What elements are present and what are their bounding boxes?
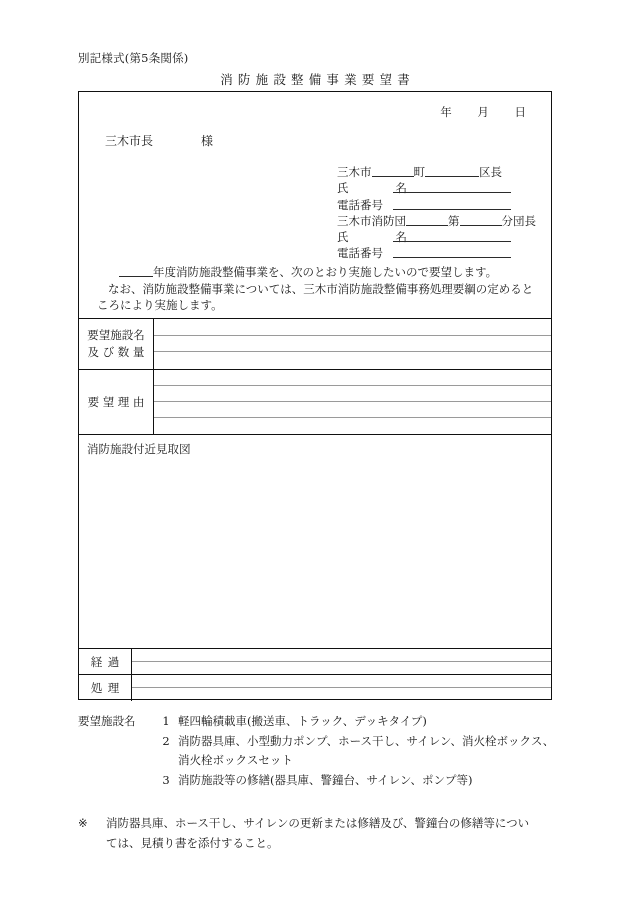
table-row-reason [79,370,551,435]
fiscal-year-input[interactable] [119,276,153,277]
table-row-disposition [79,675,551,701]
note-number: 2 [162,733,170,748]
write-line[interactable] [154,402,551,418]
list-item [78,771,558,791]
note-text: 消防器具庫、小型動力ポンプ、ホース干し、サイレン、消火栓ボックス、 [178,733,555,748]
brigade-tel-input[interactable] [393,257,511,258]
applicant-town-input[interactable] [372,176,414,177]
brigade-name-row [337,229,536,245]
write-line[interactable] [132,688,551,701]
write-line[interactable] [154,418,551,434]
brigade-name-input[interactable] [393,241,511,242]
write-line[interactable] [154,336,551,353]
list-item [78,732,558,752]
facility-label-line1: 要望施設名 [87,328,145,342]
form-code-label: 別記様式(第5条関係) [78,51,189,65]
footnote-line-1 [78,814,560,834]
brigade-tel-label: 電話番号 [337,246,383,261]
applicant-town-label: 町 [413,165,425,179]
date-day-label: 日 [514,105,526,119]
applicant-tel-label: 電話番号 [337,197,383,212]
footnote-text-2: ては、見積り書を添付すること。 [106,835,279,850]
date-month-label: 月 [477,105,489,119]
addressee-name: 三木市長 [105,134,154,148]
footnote-block [78,814,560,853]
applicant-tel-row [337,197,536,213]
notes-heading: 要望施設名 [78,714,136,728]
write-line[interactable] [154,370,551,386]
write-line[interactable] [132,675,551,688]
table-row-progress [79,649,551,675]
list-item [78,712,558,732]
reason-row-label [79,370,154,434]
statement-line-1 [97,264,539,281]
brigade-row [337,213,536,229]
applicant-district-label: 区長 [479,165,502,179]
note-number: 1 [162,714,170,728]
facility-row-label [79,319,154,369]
write-line[interactable] [154,386,551,402]
date-line [429,104,537,120]
write-line[interactable] [132,649,551,662]
addressee-line [105,132,213,149]
form-frame [78,91,552,700]
progress-input-area[interactable] [132,649,551,674]
applicant-name-label: 氏 名 [337,181,415,196]
write-line[interactable] [154,352,551,369]
notes-block [78,712,558,790]
statement-line-1-text: 年度消防施設整備事業を、次のとおり実施したいので要望します。 [153,265,498,279]
sketch-map-label: 消防施設付近見取図 [87,442,191,456]
reason-label: 要望理由 [87,394,148,409]
write-line[interactable] [154,319,551,336]
statement-line-3: ころにより実施します。 [97,298,223,312]
brigade-tel-row [337,245,536,261]
disposition-input-area[interactable] [132,675,551,701]
applicant-name-input[interactable] [393,192,511,193]
brigade-name-label: 氏 名 [337,230,415,245]
statement-line-2: なお、消防施設整備事業については、三木市消防施設整備事務処理要綱の定めると [108,281,534,296]
note-text: 軽四輪積載車(搬送車、トラック、デッキタイプ) [178,714,427,728]
note-text-continued: 消火栓ボックスセット [178,753,293,767]
table-row-sketch-map[interactable] [79,435,551,649]
applicant-address-row [337,164,536,180]
brigade-dai-label: 第 [448,213,460,228]
brigade-number-input[interactable] [406,225,448,226]
form-header-block [79,92,551,319]
write-line[interactable] [132,662,551,674]
statement-block [97,264,539,314]
table-row-facility [79,319,551,370]
document-title: 消防施設整備事業要望書 [220,72,415,87]
facility-label-line2: 及び数量 [87,345,148,359]
note-text: 消防施設等の修繕(器具庫、警鐘台、サイレン、ポンプ等) [178,772,473,787]
applicant-block [337,164,536,262]
disposition-row-label: 処理 [79,675,132,701]
footnote-text-1: 消防器具庫、ホース干し、サイレンの更新または修繕及び、警鐘台の修繕等につい [106,816,530,830]
brigade-label: 三木市消防団 [337,213,406,228]
progress-row-label: 経過 [79,649,132,674]
reason-input-area[interactable] [154,370,551,434]
kome-mark-icon: ※ [78,816,88,830]
applicant-district-input[interactable] [425,176,479,177]
addressee-honorific: 様 [201,134,214,148]
note-number: 3 [162,772,170,787]
facility-input-area[interactable] [154,319,551,369]
applicant-tel-input[interactable] [393,209,511,210]
brigade-chief-label: 分団長 [501,213,536,228]
brigade-branch-input[interactable] [460,225,502,226]
applicant-name-row [337,180,536,196]
applicant-city-label: 三木市 [337,165,372,179]
date-year-label: 年 [440,105,452,119]
